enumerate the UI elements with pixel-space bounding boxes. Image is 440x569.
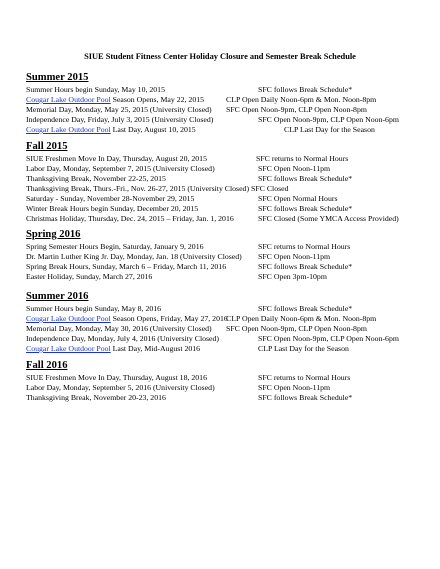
event-text: SIUE Freshmen Move In Day, Thursday, August 18, 2016 (26, 373, 207, 382)
event-text: Independence Day, Friday, July 3, 2015 (University Closed) (26, 115, 214, 124)
event-description (26, 324, 212, 334)
facility-status: SFC Open Noon-9pm, CLP Open Noon-6pm (258, 115, 399, 124)
schedule-row (26, 204, 426, 214)
facility-status: CLP Open Daily Noon-6pm & Mon. Noon-8pm (226, 314, 377, 323)
pool-link[interactable]: Cougar Lake Outdoor Pool (26, 95, 111, 104)
event-text: Saturday - Sunday, November 28-November 29, 2015 (26, 194, 195, 203)
event-text: Thanksgiving Break, November 20-23, 2016 (26, 393, 166, 402)
page-title: SIUE Student Fitness Center Holiday Closure and Semester Break Schedule (84, 52, 356, 61)
facility-status: SFC Open Normal Hours (258, 194, 338, 203)
event-text: Summer Hours begin Sunday, May 8, 2016 (26, 304, 162, 313)
schedule-row (26, 324, 426, 334)
schedule-row (26, 194, 426, 204)
facility-status: CLP Open Daily Noon-6pm & Mon. Noon-8pm (226, 95, 377, 104)
event-text: Independence Day, Monday, July 4, 2016 (University Closed) (26, 334, 220, 343)
facility-status: SFC Open Noon-11pm (258, 252, 331, 261)
event-description (26, 334, 219, 344)
section-heading: Fall 2016 (26, 360, 68, 371)
event-text: Thanksgiving Break, Thurs.-Fri., Nov. 26-27, 2015 (University Closed) SFC Closed (26, 184, 289, 193)
facility-status: SFC Open Noon-11pm (258, 164, 331, 173)
event-text: Summer Hours begin Sunday, May 10, 2015 (26, 85, 165, 94)
section-heading: Fall 2015 (26, 141, 68, 152)
facility-status: SFC follows Break Schedule* (258, 204, 353, 213)
event-description (26, 262, 226, 272)
facility-status: SFC follows Break Schedule* (258, 174, 353, 183)
facility-status: CLP Last Day for the Season (284, 125, 375, 134)
schedule-row (26, 252, 426, 262)
schedule-row (26, 314, 426, 324)
schedule-row (26, 334, 426, 344)
event-description (26, 242, 204, 252)
event-description (26, 95, 204, 105)
event-text: Memorial Day, Monday, May 30, 2016 (University Closed) (26, 324, 212, 333)
facility-status: SFC Open Noon-11pm (258, 383, 331, 392)
event-description (26, 272, 152, 282)
schedule-row (26, 373, 426, 383)
event-text: Spring Semester Hours Begin, Saturday, January 9, 2016 (26, 242, 204, 251)
facility-status: SFC Open 3pm-10pm (258, 272, 327, 281)
facility-status: SFC Closed (Some YMCA Access Provided) (258, 214, 399, 223)
schedule-row (26, 393, 426, 403)
event-text: Memorial Day, Monday, May 25, 2015 (University Closed) (26, 105, 212, 114)
pool-link[interactable]: Cougar Lake Outdoor Pool (26, 314, 111, 323)
schedule-section (26, 360, 426, 403)
event-description (26, 304, 161, 314)
schedule-row (26, 125, 426, 135)
event-text: Labor Day, Monday, September 7, 2015 (University Closed) (26, 164, 215, 173)
pool-link[interactable]: Cougar Lake Outdoor Pool (26, 344, 111, 353)
event-description (26, 314, 228, 324)
schedule-row (26, 174, 426, 184)
schedule-row (26, 164, 426, 174)
event-text: Easter Holiday, Sunday, March 27, 2016 (26, 272, 153, 281)
facility-status: SFC follows Break Schedule* (258, 262, 353, 271)
event-description (26, 252, 242, 262)
schedule-row (26, 115, 426, 125)
schedule-row (26, 272, 426, 282)
event-description (26, 85, 165, 95)
schedule-row (26, 242, 426, 252)
event-text: Dr. Martin Luther King Jr. Day, Monday, Jan. 18 (University Closed) (26, 252, 242, 261)
schedule-row (26, 304, 426, 314)
schedule-row (26, 383, 426, 393)
event-description (26, 184, 288, 194)
event-text: SIUE Freshmen Move In Day, Thursday, August 20, 2015 (26, 154, 207, 163)
event-description (26, 115, 213, 125)
event-text: Last Day, Mid-August 2016 (110, 344, 201, 353)
event-description (26, 194, 194, 204)
schedule-row (26, 184, 426, 194)
facility-status: SFC Open Noon-9pm, CLP Open Noon-8pm (226, 105, 367, 114)
schedule-row (26, 95, 426, 105)
schedule-row (26, 262, 426, 272)
pool-link[interactable]: Cougar Lake Outdoor Pool (26, 125, 111, 134)
event-text: Thanksgiving Break, November 22-25, 2015 (26, 174, 166, 183)
section-heading: Summer 2015 (26, 72, 89, 83)
event-text: Christmas Holiday, Thursday, Dec. 24, 2015 – Friday, Jan. 1, 2016 (26, 214, 234, 223)
schedule-section (26, 229, 426, 282)
schedule-section (26, 141, 426, 224)
event-description (26, 373, 207, 383)
facility-status: SFC Open Noon-9pm, CLP Open Noon-6pm (258, 334, 399, 343)
schedule-row (26, 85, 426, 95)
facility-status: SFC returns to Normal Hours (256, 154, 349, 163)
event-description (26, 214, 234, 224)
event-text: Winter Break Hours begin Sunday, December 20, 2015 (26, 204, 199, 213)
facility-status: SFC follows Break Schedule* (258, 393, 353, 402)
facility-status: SFC returns to Normal Hours (258, 242, 351, 251)
event-text: Season Opens, Friday, May 27, 2016 (110, 314, 228, 323)
event-description (26, 154, 207, 164)
event-text: Labor Day, Monday, September 5, 2016 (University Closed) (26, 383, 215, 392)
event-description (26, 204, 198, 214)
section-heading: Spring 2016 (26, 229, 81, 240)
schedule-row (26, 344, 426, 354)
facility-status: SFC follows Break Schedule* (258, 304, 353, 313)
event-description (26, 174, 166, 184)
event-description (26, 125, 196, 135)
event-description (26, 344, 200, 354)
facility-status: SFC Open Noon-9pm, CLP Open Noon-8pm (226, 324, 367, 333)
event-text: Season Opens, May 22, 2015 (110, 95, 205, 104)
schedule-section (26, 72, 426, 135)
event-text: Last Day, August 10, 2015 (110, 125, 196, 134)
section-heading: Summer 2016 (26, 291, 89, 302)
schedule-row (26, 214, 426, 224)
event-description (26, 393, 166, 403)
schedule-section (26, 291, 426, 354)
schedule-row (26, 154, 426, 164)
facility-status: CLP Last Day for the Season (258, 344, 349, 353)
facility-status: SFC follows Break Schedule* (258, 85, 353, 94)
facility-status: SFC returns to Normal Hours (258, 373, 351, 382)
event-description (26, 105, 212, 115)
event-description (26, 164, 215, 174)
event-text: Spring Break Hours, Sunday, March 6 – Friday, March 11, 2016 (26, 262, 227, 271)
schedule-row (26, 105, 426, 115)
event-description (26, 383, 215, 393)
